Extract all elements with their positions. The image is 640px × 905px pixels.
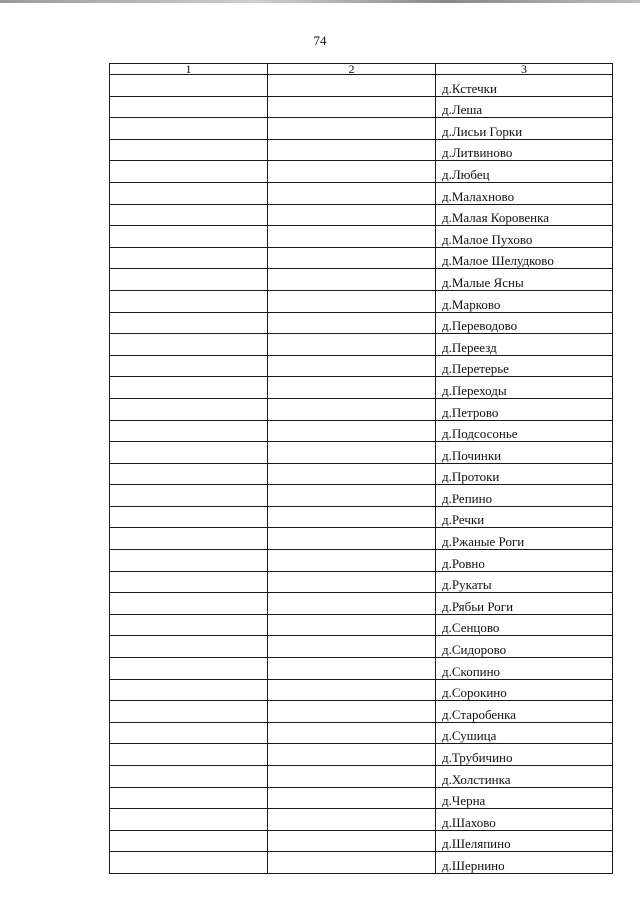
- cell-col-2: [268, 852, 436, 874]
- table-row: [110, 809, 613, 831]
- cell-col-1: [110, 485, 268, 507]
- cell-col-1: [110, 420, 268, 442]
- cell-col-2: [268, 787, 436, 809]
- cell-col-1: [110, 312, 268, 334]
- cell-col-2: [268, 830, 436, 852]
- cell-col-1: [110, 528, 268, 550]
- table-row: [110, 658, 613, 680]
- table-row: [110, 139, 613, 161]
- cell-col-2: [268, 247, 436, 269]
- cell-col-1: [110, 182, 268, 204]
- cell-col-2: [268, 463, 436, 485]
- table-row: [110, 528, 613, 550]
- settlement-name: д.Починки: [436, 442, 613, 464]
- table-row: [110, 398, 613, 420]
- table-row: [110, 442, 613, 464]
- settlement-name: д.Шеляпино: [436, 830, 613, 852]
- cell-col-2: [268, 182, 436, 204]
- cell-col-2: [268, 204, 436, 226]
- settlement-name: д.Протоки: [436, 463, 613, 485]
- cell-col-2: [268, 269, 436, 291]
- table-row: [110, 485, 613, 507]
- settlement-name: д.Переводово: [436, 312, 613, 334]
- cell-col-1: [110, 96, 268, 118]
- table-row: [110, 247, 613, 269]
- table-row: [110, 420, 613, 442]
- cell-col-1: [110, 442, 268, 464]
- cell-col-2: [268, 334, 436, 356]
- table-row: [110, 75, 613, 97]
- cell-col-2: [268, 744, 436, 766]
- table-row: [110, 269, 613, 291]
- settlement-name: д.Ровно: [436, 550, 613, 572]
- settlement-name: д.Репино: [436, 485, 613, 507]
- settlement-name: д.Переходы: [436, 377, 613, 399]
- cell-col-1: [110, 247, 268, 269]
- table-row: [110, 355, 613, 377]
- table-row: [110, 226, 613, 248]
- settlement-name: д.Любец: [436, 161, 613, 183]
- table-row: [110, 182, 613, 204]
- cell-col-1: [110, 852, 268, 874]
- settlement-name: д.Лисьи Горки: [436, 118, 613, 140]
- column-header-2: 2: [268, 64, 436, 75]
- settlement-name: д.Малое Пухово: [436, 226, 613, 248]
- settlement-name: д.Малое Шелудково: [436, 247, 613, 269]
- table-row: [110, 161, 613, 183]
- cell-col-1: [110, 118, 268, 140]
- cell-col-1: [110, 75, 268, 97]
- cell-col-1: [110, 571, 268, 593]
- cell-col-2: [268, 636, 436, 658]
- table-row: [110, 852, 613, 874]
- settlement-name: д.Перетерье: [436, 355, 613, 377]
- cell-col-1: [110, 614, 268, 636]
- table-row: [110, 204, 613, 226]
- cell-col-2: [268, 722, 436, 744]
- cell-col-2: [268, 658, 436, 680]
- table-row: [110, 701, 613, 723]
- settlement-name: д.Малая Коровенка: [436, 204, 613, 226]
- table-row: [110, 787, 613, 809]
- settlement-name: д.Петрово: [436, 398, 613, 420]
- settlement-name: д.Шернино: [436, 852, 613, 874]
- settlements-table: [109, 63, 613, 874]
- cell-col-1: [110, 809, 268, 831]
- cell-col-2: [268, 420, 436, 442]
- settlement-name: д.Малахново: [436, 182, 613, 204]
- cell-col-2: [268, 139, 436, 161]
- settlement-name: д.Рябьи Роги: [436, 593, 613, 615]
- cell-col-1: [110, 658, 268, 680]
- cell-col-1: [110, 701, 268, 723]
- settlement-name: д.Переезд: [436, 334, 613, 356]
- table-row: [110, 830, 613, 852]
- cell-col-2: [268, 312, 436, 334]
- cell-col-2: [268, 398, 436, 420]
- settlement-name: д.Старобенка: [436, 701, 613, 723]
- table-row: [110, 334, 613, 356]
- table-row: [110, 571, 613, 593]
- cell-col-2: [268, 571, 436, 593]
- settlement-name: д.Малые Ясны: [436, 269, 613, 291]
- cell-col-1: [110, 506, 268, 528]
- cell-col-1: [110, 269, 268, 291]
- cell-col-1: [110, 355, 268, 377]
- table-row: [110, 593, 613, 615]
- settlement-name: д.Подсосонье: [436, 420, 613, 442]
- table-row: [110, 118, 613, 140]
- settlement-name: д.Черна: [436, 787, 613, 809]
- settlement-name: д.Сушица: [436, 722, 613, 744]
- cell-col-2: [268, 614, 436, 636]
- cell-col-1: [110, 139, 268, 161]
- table-row: [110, 96, 613, 118]
- table-row: [110, 550, 613, 572]
- table-row: [110, 312, 613, 334]
- cell-col-1: [110, 787, 268, 809]
- settlement-name: д.Шахово: [436, 809, 613, 831]
- cell-col-1: [110, 290, 268, 312]
- cell-col-1: [110, 377, 268, 399]
- cell-col-1: [110, 830, 268, 852]
- table-row: [110, 722, 613, 744]
- table-row: [110, 290, 613, 312]
- cell-col-1: [110, 334, 268, 356]
- settlement-name: д.Кстечки: [436, 75, 613, 97]
- settlement-name: д.Рукаты: [436, 571, 613, 593]
- column-header-3: 3: [436, 64, 613, 75]
- settlement-name: д.Холстинка: [436, 766, 613, 788]
- cell-col-2: [268, 506, 436, 528]
- cell-col-2: [268, 161, 436, 183]
- settlement-name: д.Сидорово: [436, 636, 613, 658]
- settlement-name: д.Ржаные Роги: [436, 528, 613, 550]
- cell-col-1: [110, 744, 268, 766]
- column-header-1: 1: [110, 64, 268, 75]
- cell-col-2: [268, 485, 436, 507]
- table-row: [110, 614, 613, 636]
- cell-col-1: [110, 398, 268, 420]
- table-row: [110, 463, 613, 485]
- settlement-name: д.Сенцово: [436, 614, 613, 636]
- table-row: [110, 636, 613, 658]
- cell-col-2: [268, 528, 436, 550]
- cell-col-1: [110, 766, 268, 788]
- table-row: [110, 506, 613, 528]
- cell-col-1: [110, 722, 268, 744]
- table-row: [110, 377, 613, 399]
- page-number: 74: [313, 33, 327, 48]
- settlement-name: д.Марково: [436, 290, 613, 312]
- table-row: [110, 744, 613, 766]
- cell-col-1: [110, 463, 268, 485]
- cell-col-2: [268, 355, 436, 377]
- cell-col-2: [268, 766, 436, 788]
- cell-col-1: [110, 161, 268, 183]
- cell-col-2: [268, 290, 436, 312]
- scan-edge: [0, 0, 640, 3]
- cell-col-2: [268, 442, 436, 464]
- table-row: [110, 766, 613, 788]
- cell-col-2: [268, 679, 436, 701]
- table-body: [110, 64, 613, 874]
- cell-col-2: [268, 550, 436, 572]
- table-header-row: [110, 64, 613, 75]
- cell-col-2: [268, 75, 436, 97]
- cell-col-2: [268, 96, 436, 118]
- cell-col-1: [110, 226, 268, 248]
- cell-col-2: [268, 701, 436, 723]
- cell-col-2: [268, 809, 436, 831]
- settlement-name: д.Леша: [436, 96, 613, 118]
- cell-col-1: [110, 636, 268, 658]
- settlement-name: д.Речки: [436, 506, 613, 528]
- cell-col-1: [110, 679, 268, 701]
- settlement-name: д.Литвиново: [436, 139, 613, 161]
- cell-col-2: [268, 226, 436, 248]
- cell-col-1: [110, 204, 268, 226]
- settlement-name: д.Трубичино: [436, 744, 613, 766]
- cell-col-2: [268, 377, 436, 399]
- settlement-name: д.Скопино: [436, 658, 613, 680]
- cell-col-2: [268, 118, 436, 140]
- cell-col-2: [268, 593, 436, 615]
- cell-col-1: [110, 550, 268, 572]
- table-row: [110, 679, 613, 701]
- cell-col-1: [110, 593, 268, 615]
- settlement-name: д.Сорокино: [436, 679, 613, 701]
